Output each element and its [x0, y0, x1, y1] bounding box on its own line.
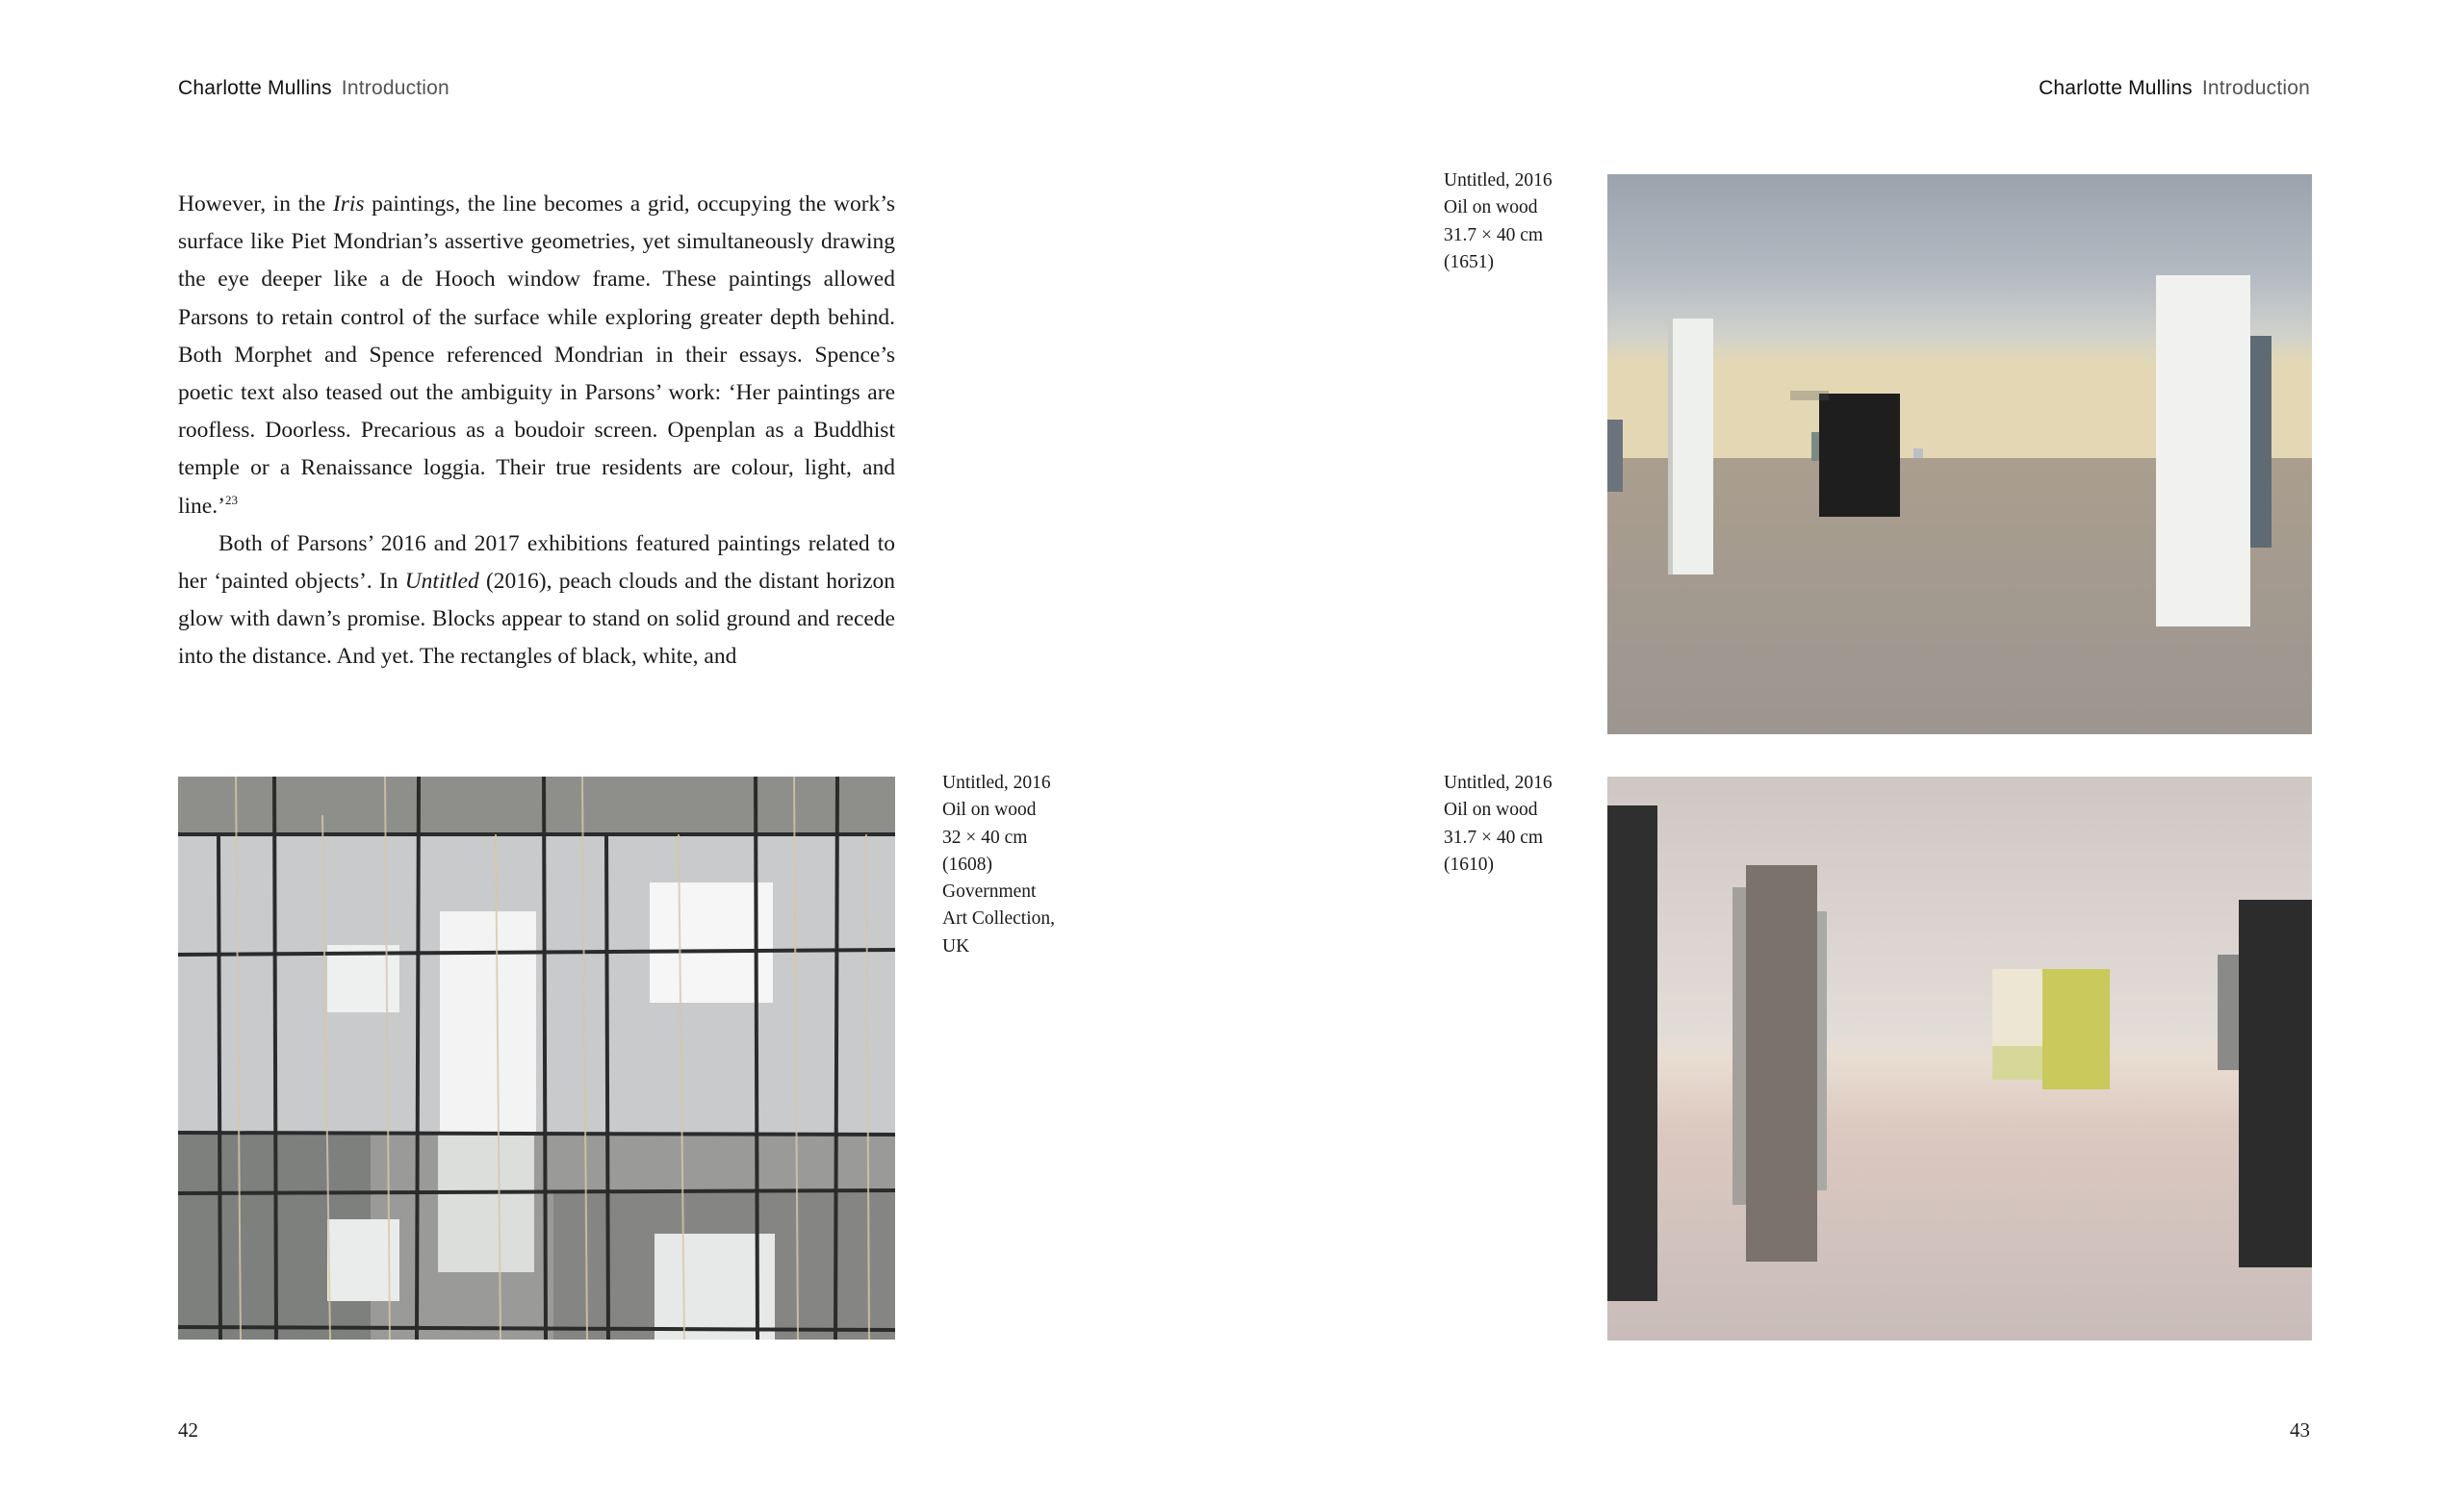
- caption-line: Oil on wood: [1444, 197, 1538, 218]
- caption-painting-1610: [1444, 770, 1553, 879]
- caption-line: Untitled, 2016: [1444, 773, 1553, 793]
- caption-line: 32 × 40 cm: [942, 827, 1028, 848]
- italic-title: Iris: [332, 192, 365, 217]
- running-head-right: [2039, 77, 2310, 100]
- running-head-section: Introduction: [2201, 77, 2310, 99]
- caption-line: 31.7 × 40 cm: [1444, 827, 1544, 848]
- page-number-right: 43: [2290, 1418, 2310, 1442]
- painting-image-1610: [1607, 777, 2312, 1341]
- footnote-ref[interactable]: 23: [224, 492, 238, 507]
- text-run: Both of Parsons’ 2016 and 2017 exhibitions featured paintings related to her ‘painted objects’. In: [178, 530, 895, 595]
- caption-line: UK: [942, 935, 970, 957]
- paragraph-1: [178, 186, 895, 525]
- caption-painting-1608: [942, 770, 1055, 960]
- caption-line: Government: [942, 881, 1037, 903]
- text-run: However, in the: [178, 192, 333, 217]
- caption-painting-1651: [1444, 167, 1553, 276]
- caption-line: Untitled, 2016: [1444, 170, 1553, 191]
- running-head-section: Introduction: [341, 77, 449, 99]
- caption-line: 31.7 × 40 cm: [1444, 224, 1544, 245]
- italic-title: Untitled: [404, 569, 479, 595]
- painting-image-1651: [1607, 174, 2312, 734]
- caption-line: Oil on wood: [942, 800, 1037, 821]
- body-text: [178, 186, 895, 677]
- running-head-author: Charlotte Mullins: [2039, 77, 2193, 99]
- caption-line: (1651): [1444, 251, 1494, 272]
- text-run: paintings, the line becomes a grid, occupying the work’s surface like Piet Mondrian’s assertive geometries, yet simultaneously drawing the eye deeper like a de Hooch window frame. These paintings allowed Parsons to retain control of the surface while exploring greater depth behind. Both Morphet and Spence referenced Mondrian in their essays. Spence’s poetic text also teased out the ambiguity in Parsons’ work: ‘Her paintings are roofless. Doorless. Precarious as a boudoir screen. Openplan as a Buddhist temple or a Renaissance loggia. Their true residents are colour, light, and line.’: [178, 192, 895, 519]
- caption-line: Untitled, 2016: [942, 773, 1051, 793]
- caption-line: (1608): [942, 854, 992, 875]
- paragraph-2: [178, 525, 895, 677]
- painting-image-1608: [178, 777, 895, 1340]
- caption-line: (1610): [1444, 854, 1494, 875]
- page-number-left: 42: [178, 1418, 198, 1442]
- caption-line: Art Collection,: [942, 908, 1055, 930]
- running-head-left: [178, 77, 449, 100]
- text-run: (2016), peach clouds and the distant horizon glow with dawn’s promise. Blocks appear to stand on solid ground and recede into the distance. And yet. The rectangles of black, white, and: [178, 569, 895, 670]
- caption-line: Oil on wood: [1444, 800, 1538, 821]
- running-head-author: Charlotte Mullins: [178, 77, 332, 99]
